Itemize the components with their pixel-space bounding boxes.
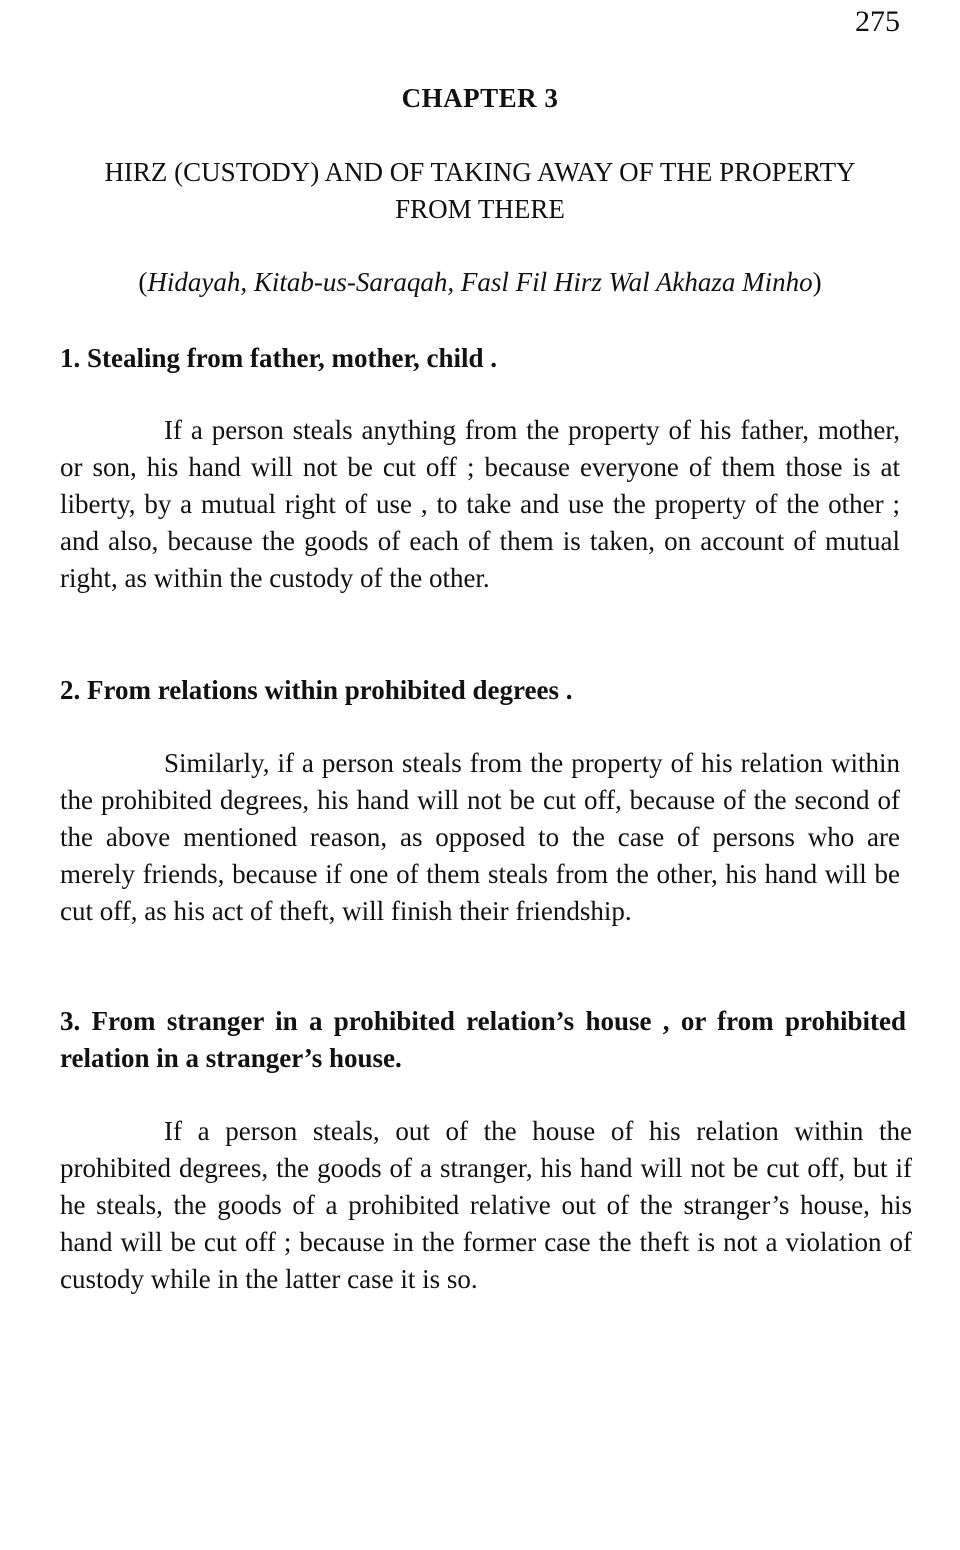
citation-open-paren: ( [138, 267, 148, 297]
citation-text: Hidayah, Kitab-us-Saraqah, Fasl Fil Hirz Wal Akhaza Minho [147, 267, 813, 297]
chapter-title: HIRZ (CUSTODY) AND OF TAKING AWAY OF THE PROPERTY FROM THERE [104, 157, 856, 224]
section-paragraph: If a person steals, out of the house of his relation within the prohibited degrees, the goods of a stranger, his hand will not be cut off, but if he steals, the goods of a prohibited relative out of the stranger’s house, his hand will be cut off ; because in the former case the theft is not a violation of custody while in the latter case it is so. [60, 1116, 912, 1294]
page-number: 275 [855, 5, 900, 38]
section-paragraph: If a person steals anything from the property of his father, mother, or son, his hand will not be cut off ; because everyone of them those is at liberty, by a mutual right of use , to take and use the property of the other ; and also, because the goods of each of them is taken, on account of mutual right, as within the custody of the other. [60, 415, 900, 593]
section-heading: 3. From stranger in a prohibited relation’s house , or from prohibited relation in a stranger’s house. [60, 1006, 906, 1073]
section-heading: 1. Stealing from father, mother, child . [60, 343, 497, 373]
section-heading: 2. From relations within prohibited degrees . [60, 675, 573, 705]
chapter-label: CHAPTER 3 [401, 83, 559, 113]
source-citation [40, 264, 920, 301]
citation-close-paren: ) [812, 267, 822, 297]
section-paragraph: Similarly, if a person steals from the property of his relation within the prohibited degrees, his hand will not be cut off, because of the second of the above mentioned reason, as opposed to the case of persons who are merely friends, because if one of them steals from the other, his hand will be cut off, as his act of theft, will finish their friendship. [60, 748, 900, 926]
